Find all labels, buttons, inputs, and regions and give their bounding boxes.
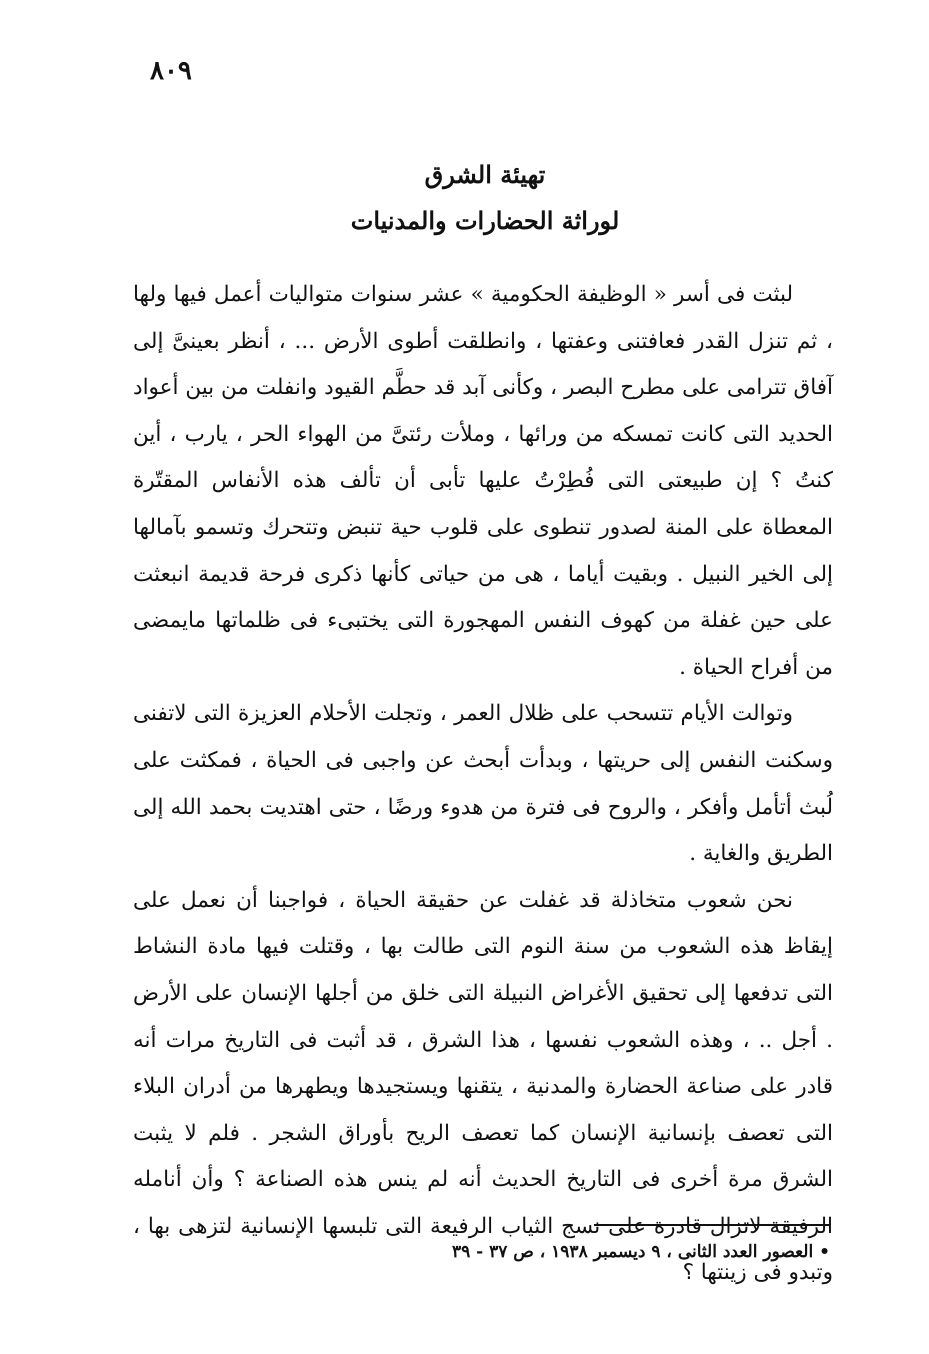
footnote: • العصور العدد الثانى ، ٩ ديسمبر ١٩٣٨ ، ص ٣٧ - ٣٩ <box>451 1242 830 1262</box>
footnote-divider <box>594 1224 830 1226</box>
paragraph-3: نحن شعوب متخاذلة قد غفلت عن حقيقة الحياة ، فواجبنا أن نعمل على إيقاظ هذه الشعوب من سنة النوم التى طالت بها ، وقتلت فيها مادة النشاط التى تدفعها إلى تحقيق الأغراض النبيلة التى خلق من أجلها الإنسان على الأرض . أجل .. ، وهذه الشعوب نفسها ، هذا الشرق ، قد أثبت فى التاريخ مرات أنه قادر على صناعة الحضارة والمدنية ، يتقنها ويستجيدها ويطهرها من أدران البلاء التى تعصف بإنسانية الإنسان كما تعصف الريح بأوراق الشجر . فلم لا يثبت الشرق مرة أخرى فى التاريخ الحديث أنه لم ينس هذه الصناعة ؟ وأن أنامله الرفيقة لاتزال قادرة على نسج الثياب الرفيعة التى تلبسها الإنسانية لتزهى بها ، وتبدو فى زينتها ؟ <box>133 887 833 1286</box>
article-title <box>135 152 835 244</box>
paragraph-2: وتوالت الأيام تتسحب على ظلال العمر ، وتجلت الأحلام العزيزة التى لاتفنى وسكنت النفس إلى حريتها ، وبدأت أبحث عن واجبى فى الحياة ، فمكثت على لُبث أتأمل وأفكر ، والروح فى فترة من هدوء ورضًا ، حتى اهتديت بحمد الله إلى الطريق والغاية . <box>133 701 833 867</box>
page-number: ٨٠٩ <box>150 56 192 86</box>
article-body <box>133 272 833 1297</box>
paragraph-1: لبثت فى أسر « الوظيفة الحكومية » عشر سنوات متواليات أعمل فيها ولها ، ثم تنزل القدر فعافتنى وعفتها ، وانطلقت أطوى الأرض ... ، أنظر بعينىَّ إلى آفاق تترامى على مطرح البصر ، وكأنى آبد قد حطَّم القيود وانفلت من بين أعواد الحديد التى كانت تمسكه من ورائها ، وملأت رئتىَّ من الهواء الحر ، يارب ، أين كنتُ ؟ إن طبيعتى التى فُطِرْتُ عليها تأبى أن تألف هذه الأنفاس المقتّرة المعطاة على المنة لصدور تنطوى على قلوب حية تنبض وتتحرك وتسمو بآمالها إلى الخير النبيل . وبقيت أياما ، هى من حياتى كأنها ذكرى فرحة قديمة انبعثت على حين غفلة من كهوف النفس المهجورة التى يختبىء فى ظلماتها مايمضى من أفراح الحياة . <box>133 282 833 680</box>
title-line-1: تهيئة الشرق <box>424 160 546 189</box>
title-line-2: لوراثة الحضارات والمدنيات <box>350 206 620 235</box>
